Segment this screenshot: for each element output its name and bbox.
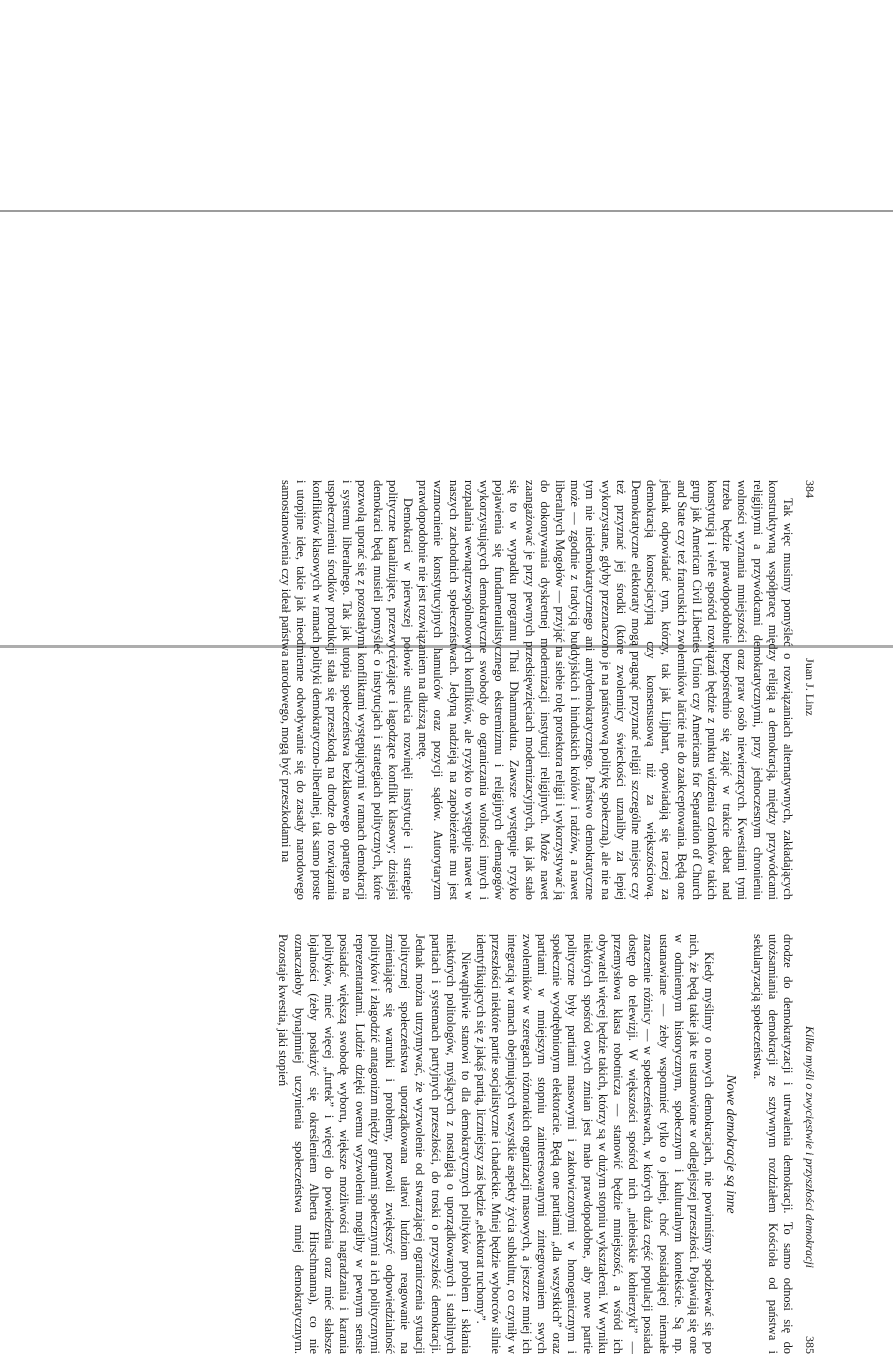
left-paragraph-2: Demokraci w pierwszej połowie stulecia rozwinęli instytucje i strategie polityczne kanalizujące, przezwyciężające i łagodzące konflikt klasowy; dzisiejsi demokraci będą musieli pomyśleć o instytucjach i strategiach politycznych, które pozwolą uporać się z pozostałymi konfliktami występującymi w ramach demokracji i systemu liberalnego. Tak jak utopia społeczeństwa bezklasowego opartego na uspołecznieniu środków produkcji stała się przeszkodą na drodze do rozwiązania konfliktów klasowych w ramach polityki demokratyczno-liberalnej, tak samo proste i utopijne idee, takie jak nieodmienne odwoływanie się do zasady narodowego samostanowienia czy ideał państwa narodowego, mogą być przeszkodami na xyxy=(279,480,415,900)
right-opening-paragraph: drodze do demokratyzacji i utrwalenia demokracji. To samo odnosi się do utożsamiania demokracji ze sztywnym rozdziałem Kościoła od państwa i sekularyzacją społeczeństwa. xyxy=(750,934,795,1354)
left-paragraph-1: Tak więc musimy pomyśleć o rozwiązaniach alternatywnych, zakładających konstruktywną współpracę między religią a demokracją, między przywódcami religijnymi a przywódcami demokratycznymi, przy jednoczesnym chronieniu wolności wyznania mniejszości oraz praw osób niewierzących. Kwestiami tymi trzeba będzie prawdopodobnie bezpośrednio się zająć w trakcie debat nad konstytucją i wiele spośród rozwiązań będzie z punktu widzenia członków takich grup jak American Civil Liberties Union czy Americans for Separation of Church and State czy też francuskich zwolenników laïcité nie do zaakceptowania. Będą one jednak odpowiadać tym, którzy, tak jak Lijphart, opowiadają się raczej za demokracją konsocjacyjną czy konsensusową niż za większościową. Demokratyczne elektoraty mogą pragnąć przyznać religii szczególne miejsce czy też przyznać jej środki (które zwolennicy świeckości uznaliby za lepiej wykorzystane, gdyby przeznaczono je na państwową politykę społeczną), ale nie na tym nie niedemokratycznego ani antydemokratycznego. Państwo demokratyczne może — zgodnie z tradycją buddyjskich i hinduskich królów i radżów, a nawet liberalnych Mogołów — przyjąć na siebie rolę protektora religii i wykorzystywać ją do dokonywania dyskretnej modernizacji instytucji religijnych. Może nawet zaangażować je przy pewnych przedsięwzięciach modernizacyjnych, tak jak stało się to w wypadku programu Thai Dhammaduta. Zawsze występuje ryzyko pojawienia się fundamentalistycznego ekstremizmu i religijnych demagogów wykorzystujących demokratyczne swobody do ograniczania wolności innych i rozpalania wewnątrzwspólnotowych konfliktów, ale ryzyko to występuje nawet w naszych zachodnich społeczeństwach. Jedyną nadzieją na zapobieżenie mu jest wzmocnienie konstytucyjnych hamulców oraz pozycji sądów. Autorytaryzm prawdopodobnie nie jest rozwiązaniem na dłuższą metę. xyxy=(416,480,795,900)
right-page xyxy=(97,934,817,1354)
right-running-head xyxy=(795,934,817,1354)
left-running-head xyxy=(795,480,817,900)
left-page xyxy=(97,480,817,900)
right-paragraph-2: Niewątpliwie stanowi to dla demokratycznych polityków problem i skłania niektórych politologów, myślących z nostalgią o uporządkowanych i stabilnych partiach i systemach partyjnych przeszłości, do troski o przyszłość demokracji. Jednak można utrzymywać, że wyzwolenie od stwarzającej ograniczenia sytuacji politycznej społeczeństwa uporządkowana ułatwi ludziom reagowanie na zmieniające się warunki i problemy, pozwoli zwiększyć odpowiedzialność polityków i złagodzić antagonizm między grupami społecznymi a ich politycznymi reprezentantami. Ludzie dzięki owemu wyzwoleniu mogliby w pewnym sensie posiadać większą swobodę wyboru, większe możliwości nagradzania i karania polityków, mieć więcej „furtek” i więcej do powiedzenia oraz mieć słabsze lojalności (żeby posłużyć się określeniem Alberta Hirschmanna), co nie oznaczałoby bynajmniej uczynienia społeczeństwa mniej demokratycznym. Pozostaje kwestia, jaki stopień xyxy=(276,934,473,1354)
right-running-head-title: Kilka myśli o zwycięstwie i przyszłości demokracji xyxy=(803,1026,817,1268)
left-running-head-title: Juan J. Linz xyxy=(803,658,817,716)
right-page-number: 385 xyxy=(803,1336,817,1354)
scan-edge-top-line xyxy=(0,210,893,212)
right-paragraph-1: Kiedy myślimy o nowych demokracjach, nie powinniśmy spodziewać się po nich, że będą takie jak te ustanowione w odleglejszej przeszłości. Pojawiają się one w odmiennym historycznym, społecznym i kulturalnym kontekście. Są np. ustanawiane — żeby wspomnieć tylko o jednej, choć posiadającej niemałe znaczenie różnicy — w społeczeństwach, w których duża część populacji posiada dostęp do telewizji. W większości spośród nich „niebieskie kołnierzyki” — przemysłowa klasa robotnicza — stanowić będzie mniejszość, a wśród ich obywateli więcej będzie takich, którzy są w dużym stopniu wykształceni. W wyniku niektórych spośród owych zmian jest mało prawdopodobne, aby nowe partie polityczne były partiami masowymi i zakotwiczonymi w homogenicznym i społecznie wyodrębnionym elektoracie. Będą one partiami „dla wszystkich” oraz partiami w mniejszym stopniu zainteresowanymi zintegrowaniem swych zwolenników w szeregach różnorakich organizacji masowych, a jeszcze mniej ich integracją w ramach obejmujących wszystkie aspekty życia subkultur, co czyniły w przeszłości niektóre partie socjalistyczne i chadeckie. Mniej będzie wyborców silnie identyfikujących się z jakąś partią, liczniejszy zaś będzie „elektorat ruchomy”. xyxy=(474,934,717,1354)
left-page-number: 384 xyxy=(803,480,817,498)
section-heading: Nowe demokracje są inne xyxy=(724,1074,740,1214)
